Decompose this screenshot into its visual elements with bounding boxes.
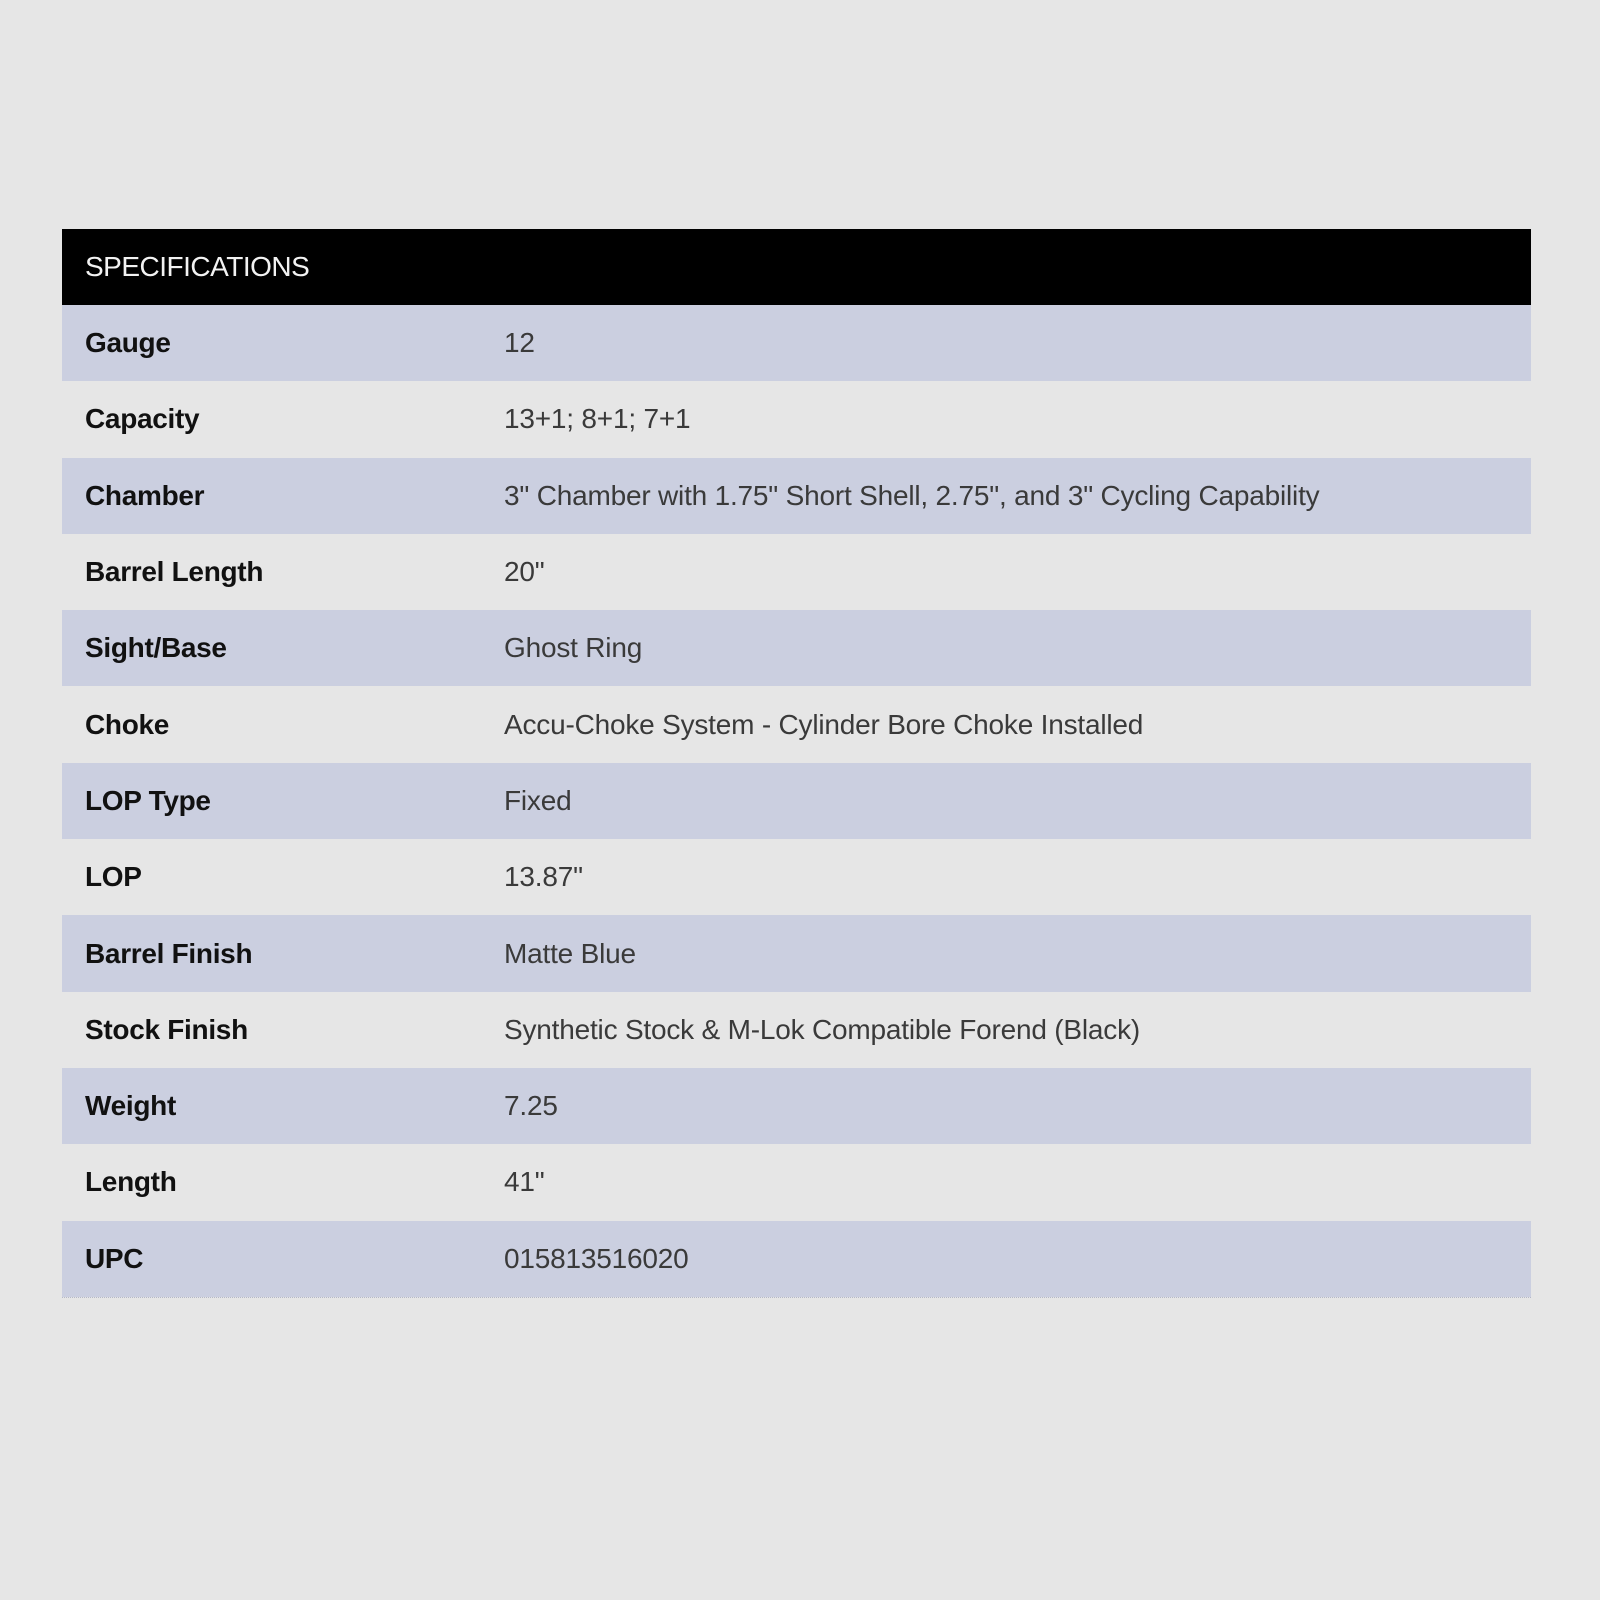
spec-value: Fixed xyxy=(504,784,572,816)
specifications-table xyxy=(62,229,1531,1298)
spec-value: 12 xyxy=(504,327,535,359)
spec-label: Barrel Length xyxy=(85,556,264,588)
spec-label: LOP Type xyxy=(85,784,211,816)
spec-value: Ghost Ring xyxy=(504,632,643,664)
spec-label: Capacity xyxy=(85,403,200,435)
spec-label: Sight/Base xyxy=(85,632,227,664)
spec-row-capacity xyxy=(62,381,1531,457)
table-bottom-divider xyxy=(62,1297,1531,1298)
spec-row-lop-type xyxy=(62,763,1531,839)
spec-value: 41" xyxy=(504,1166,545,1198)
specifications-header: SPECIFICATIONS xyxy=(62,229,1531,305)
spec-label: Barrel Finish xyxy=(85,937,253,969)
spec-row-length xyxy=(62,1144,1531,1220)
spec-label: UPC xyxy=(85,1242,144,1274)
spec-value: 20" xyxy=(504,556,545,588)
spec-value: 3" Chamber with 1.75" Short Shell, 2.75", and 3" Cycling Capability xyxy=(504,479,1320,511)
spec-label: Weight xyxy=(85,1090,177,1122)
spec-value: 13+1; 8+1; 7+1 xyxy=(504,403,691,435)
spec-value: 7.25 xyxy=(504,1090,558,1122)
spec-label: Chamber xyxy=(85,479,205,511)
spec-row-lop xyxy=(62,839,1531,915)
spec-row-barrel-finish xyxy=(62,915,1531,991)
spec-label: Choke xyxy=(85,708,170,740)
spec-value: Accu-Choke System - Cylinder Bore Choke Installed xyxy=(504,708,1144,740)
spec-row-choke xyxy=(62,686,1531,762)
spec-label: Gauge xyxy=(85,327,171,359)
spec-row-upc xyxy=(62,1221,1531,1297)
spec-value: 015813516020 xyxy=(504,1242,689,1274)
spec-label: LOP xyxy=(85,861,142,893)
spec-row-gauge xyxy=(62,305,1531,381)
spec-row-weight xyxy=(62,1068,1531,1144)
spec-value: Synthetic Stock & M-Lok Compatible Forend (Black) xyxy=(504,1013,1141,1045)
spec-row-barrel-length xyxy=(62,534,1531,610)
spec-label: Stock Finish xyxy=(85,1013,248,1045)
spec-value: Matte Blue xyxy=(504,937,636,969)
spec-row-stock-finish xyxy=(62,992,1531,1068)
spec-row-chamber xyxy=(62,458,1531,534)
spec-value: 13.87" xyxy=(504,861,583,893)
spec-row-sight-base xyxy=(62,610,1531,686)
spec-label: Length xyxy=(85,1166,177,1198)
